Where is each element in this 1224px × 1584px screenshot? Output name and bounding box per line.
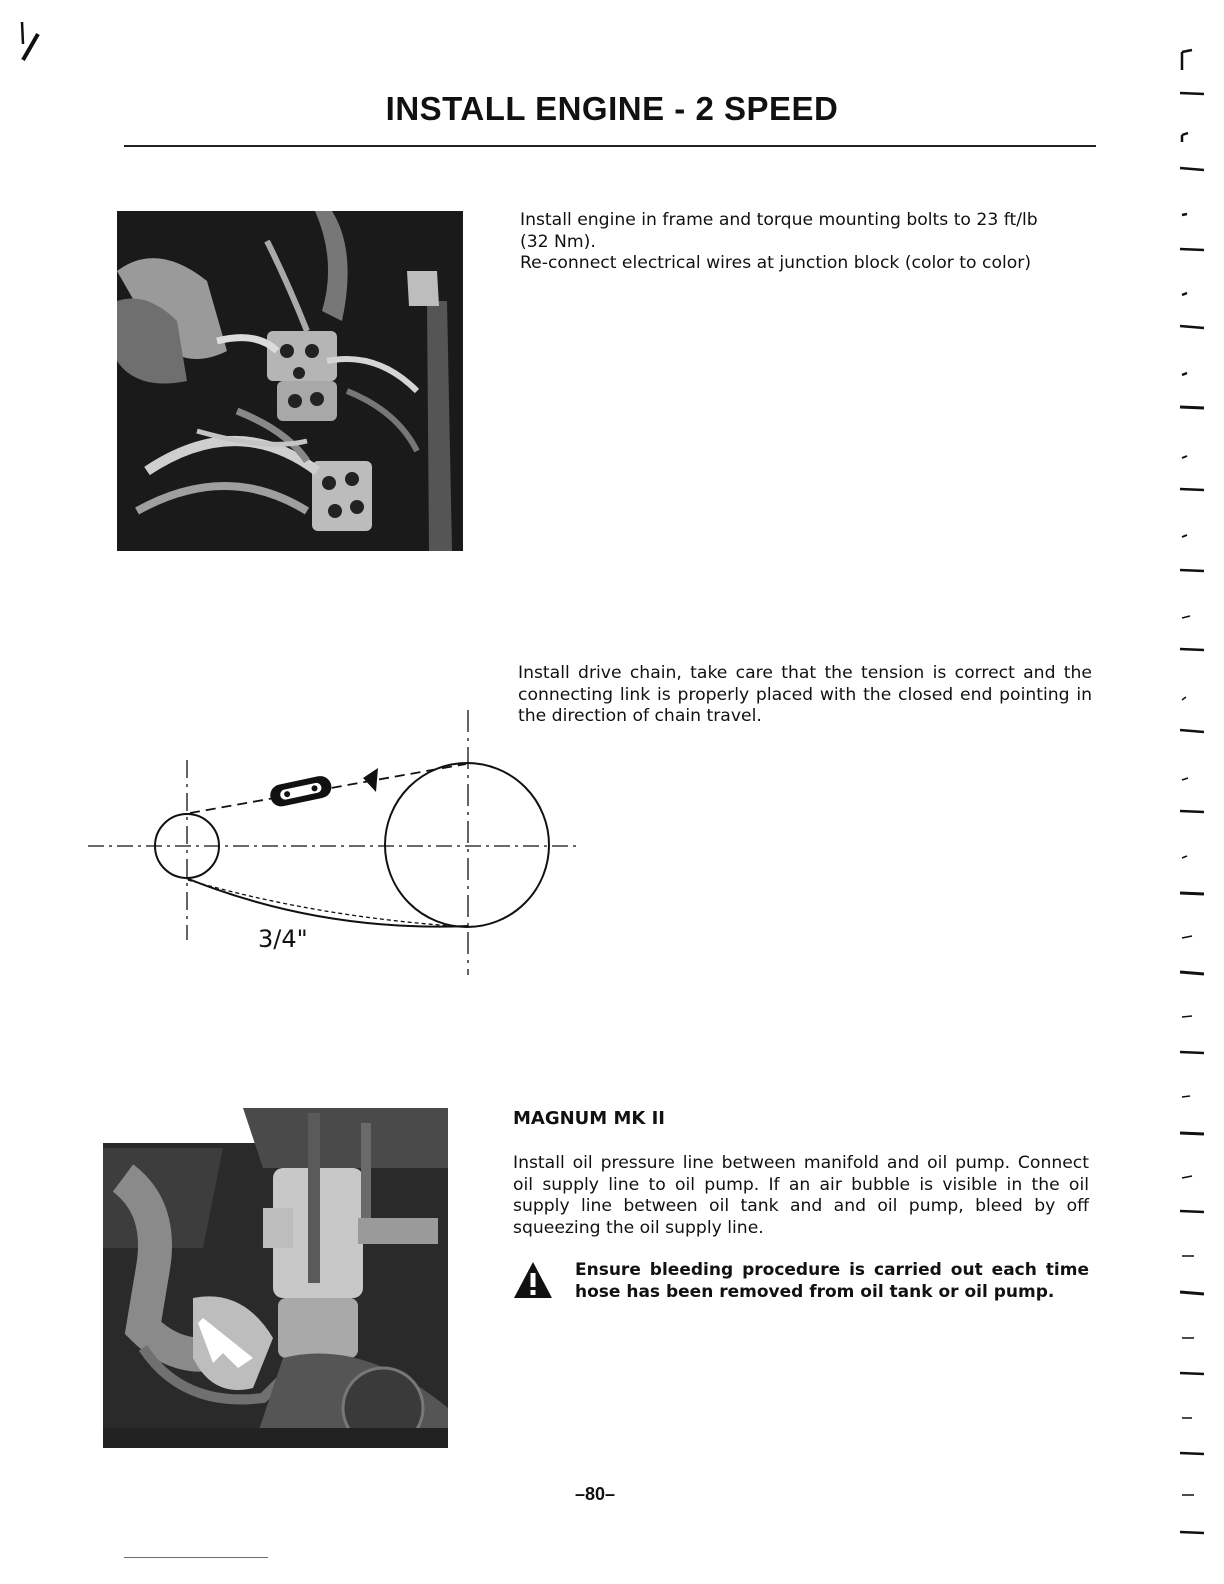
warning-triangle-icon [513, 1261, 553, 1299]
scan-bottom-rule [124, 1557, 268, 1558]
magnum-heading: MAGNUM MK II [513, 1108, 665, 1129]
chain-direction-arrow [363, 768, 378, 792]
slack-label: 3/4" [258, 925, 308, 953]
warning-text: Ensure bleeding procedure is carried out each time hose has been removed from oil tank or oil pump. [575, 1260, 1089, 1302]
instruction-line: (32 Nm). [520, 231, 596, 252]
engine-mount-instructions [520, 210, 1095, 275]
page-title: INSTALL ENGINE - 2 SPEED [385, 90, 839, 127]
scan-corner-mark [14, 20, 44, 64]
connecting-link [268, 774, 333, 808]
chain-bottom-run [186, 878, 468, 927]
drive-chain-instructions: Install drive chain, take care that the tension is correct and the connecting link is properly placed with the closed end pointing in the direction of chain travel. [518, 663, 1092, 726]
wiring-junction-block-photo [117, 211, 463, 551]
chain-slack-line [188, 880, 468, 927]
instruction-line: Install engine in frame and torque mounting bolts to 23 ft/lb [520, 210, 1038, 230]
chain-tension-diagram [80, 700, 590, 990]
oil-pump-instructions: Install oil pressure line between manifold and oil pump. Connect oil supply line to oil pump. If an air bubble is visible in the oil supply line between oil tank and and oil pump, bleed by off squeezing the oil supply line. [513, 1153, 1089, 1238]
instruction-line: Re-connect electrical wires at junction block (color to color) [520, 253, 1032, 273]
scan-edge-marks [1170, 40, 1224, 1550]
large-sprocket [385, 763, 549, 927]
title-divider [124, 145, 1096, 147]
page-number: –80– [574, 1484, 616, 1504]
carburetor-oil-pump-photo [103, 1108, 448, 1448]
